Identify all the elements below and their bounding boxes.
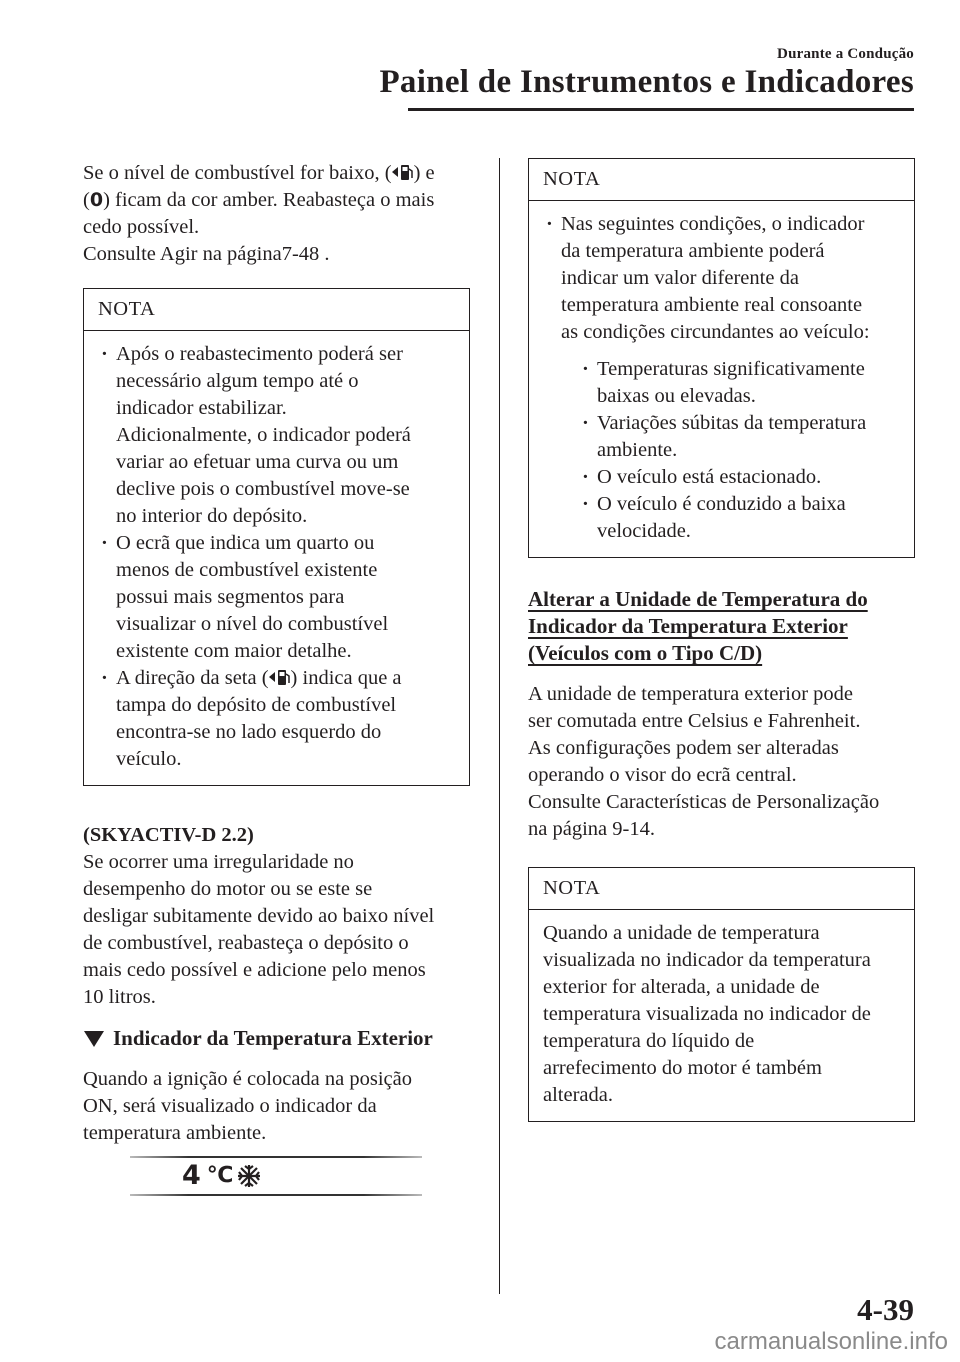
note-item: · O ecrã que indica um quarto ou menos de combustível existente possui mais segmentos para visualizar o nível do combustível existente com maior detalhe. xyxy=(98,530,455,665)
skyactiv-heading: (SKYACTIV-D 2.2) xyxy=(83,824,254,846)
unit-change-paragraph: A unidade de temperatura exterior pode ser comutada entre Celsius e Fahrenheit. As configurações podem ser alteradas operando o visor do ecrã central. Consulte Características de Personalização na página 9-14. xyxy=(528,683,880,840)
section-heading-exterior-temperature: Indicador da Temperatura Exterior xyxy=(83,1025,470,1052)
text-fragment: cedo possível. xyxy=(83,216,200,238)
page-reference: Consulte Agir na página7-48 . xyxy=(83,243,330,265)
snowflake-icon xyxy=(237,1164,261,1188)
temperature-value: 4 xyxy=(182,1160,201,1191)
left-column xyxy=(83,160,470,1147)
note-box-unit-change xyxy=(528,867,915,1122)
down-triangle-icon xyxy=(83,1030,105,1048)
temperature-display-illustration xyxy=(130,1150,422,1202)
note-box-fuel xyxy=(83,288,470,786)
note-heading: NOTA xyxy=(529,868,914,910)
column-divider xyxy=(499,158,500,1294)
unit-change-heading: Alterar a Unidade de Temperatura do Indicador da Temperatura Exterior (Veículos com o Tipo C/D) xyxy=(528,587,868,665)
watermark: carmanualsonline.info xyxy=(714,1328,948,1355)
right-column xyxy=(528,158,915,1122)
fuel-zero-mark: 0 xyxy=(89,189,104,211)
note-item: · A direção da seta ( ) indica que a tampa do depósito de combustível encontra-se no lado esquerdo do veículo. xyxy=(98,665,455,773)
running-header-section: Durante a Condução xyxy=(777,46,914,62)
note-item: · Nas seguintes condições, o indicador da temperatura ambiente poderá indicar um valor diferente da temperatura ambiente real consoante as condições circundantes ao veículo: · Temperaturas significativamente baixas ou elevadas. · Variações súbitas da temperatura ambiente. · O veículo está estacionado. · O veículo é conduzido a baixa velocidade. xyxy=(543,211,900,545)
fuel-pump-with-left-arrow-icon xyxy=(269,667,291,687)
note-sub-item: · Temperaturas significativamente baixas ou elevadas. xyxy=(579,356,900,410)
text-fragment: ) ficam da cor amber. Reabasteça o mais xyxy=(103,189,435,211)
note-item: · Após o reabastecimento poderá ser necessário algum tempo até o indicador estabilizar. Adicionalmente, o indicador poderá variar ao efetuar uma curva ou um declive pois o combustível move-se no interior do depósito. xyxy=(98,341,455,530)
exterior-temperature-paragraph: Quando a ignição é colocada na posição ON, será visualizado o indicador da temperatura ambiente. xyxy=(83,1068,413,1144)
note-text: Quando a unidade de temperatura visualizada no indicador da temperatura exterior for alterada, a unidade de temperatura visualizada no indicador de temperatura do líquido de arrefecimento do motor é também alterada. xyxy=(543,922,871,1106)
note-sub-item: · O veículo é conduzido a baixa velocidade. xyxy=(579,491,900,545)
text-fragment: ) e xyxy=(413,162,435,184)
note-heading: NOTA xyxy=(84,289,469,331)
note-sub-item: · O veículo está estacionado. xyxy=(579,464,900,491)
note-box-temperature-conditions xyxy=(528,158,915,558)
fuel-low-paragraph xyxy=(83,160,470,268)
text-fragment: ( xyxy=(83,189,90,211)
skyactiv-paragraph: Se ocorrer uma irregularidade no desempenho do motor ou se este se desligar subitamente devido ao baixo nível de combustível, reabasteça o depósito o mais cedo possível e adicione pelo menos 10 litros. xyxy=(83,851,435,1008)
note-sub-item: · Variações súbitas da temperatura ambiente. xyxy=(579,410,900,464)
header-rule xyxy=(408,108,914,111)
page-title: Painel de Instrumentos e Indicadores xyxy=(379,64,914,100)
fuel-pump-with-left-arrow-icon xyxy=(392,162,414,182)
text-fragment: Se o nível de combustível for baixo, ( xyxy=(83,162,392,184)
note-heading: NOTA xyxy=(529,159,914,201)
temperature-unit: ℃ xyxy=(206,1163,234,1188)
page-number: 4-39 xyxy=(857,1292,914,1327)
